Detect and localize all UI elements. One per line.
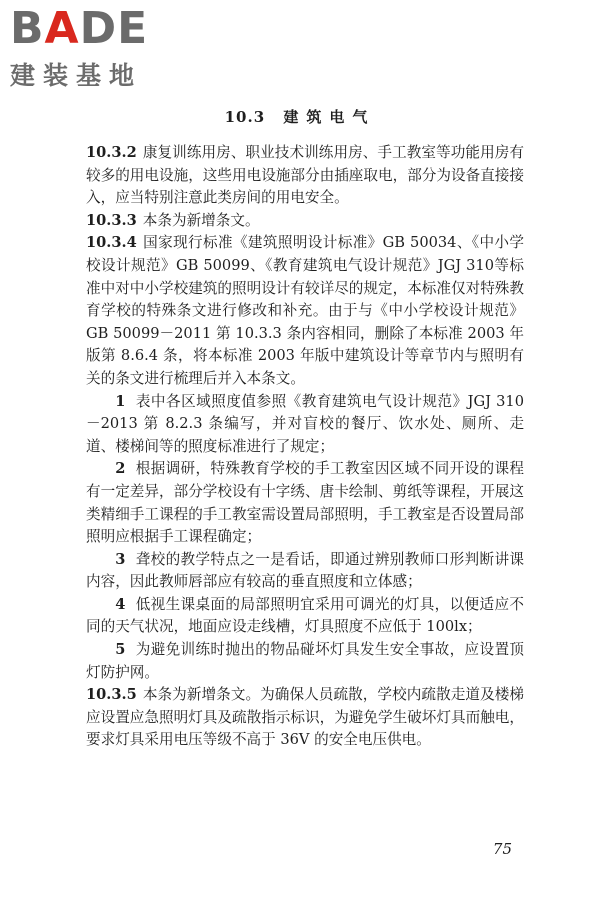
list-item: 2 根据调研，特殊教育学校的手工教室因区域不同开设的课程有一定差异，部分学校设有十字绣、唐卡绘制、剪纸等课程，开展这类精细手工课程的手工教室需设置局部照明，手工教室是否设置局部照明应根据手工课程确定；	[86, 460, 524, 546]
clause-10-3-3: 10.3.3 本条为新增条文。	[86, 211, 260, 229]
section-number: 10.3	[224, 108, 266, 126]
section-title	[0, 106, 600, 127]
list-item: 4 低视生课桌面的局部照明宜采用可调光的灯具，以便适应不同的天气状况，地面应设走线槽，灯具照度不应低于 100lx；	[86, 595, 524, 636]
logo-subtitle: 建装基地	[10, 61, 143, 90]
bade-logo	[10, 3, 180, 92]
list-item: 5 为避免训练时抛出的物品碰坏灯具发生安全事故，应设置顶灯防护网。	[86, 641, 524, 681]
page-number: 75	[492, 840, 512, 858]
section-title-text: 建筑电气	[283, 108, 376, 126]
clause-10-3-2: 10.3.2 康复训练用房、职业技术训练用房、手工教室等功能用房有较多的用电设施，这些用电设施部分由插座取电，部分为设备直接接入，应当特别注意此类房间的用电安全。	[86, 144, 524, 207]
clause-10-3-5: 10.3.5 本条为新增条文。为确保人员疏散，学校内疏散走道及楼梯应设置应急照明灯具及疏散指示标识，为避免学生破坏灯具而触电，要求灯具采用电压等级不高于 36V 的安全电压供电。	[86, 686, 524, 749]
page-body	[86, 142, 524, 752]
list-item: 1 表中各区域照度值参照《教育建筑电气设计规范》JGJ 310－2013 第 8.2.3 条编写，并对盲校的餐厅、饮水处、厕所、走道、楼梯间等的照度标准进行了规定；	[86, 392, 524, 455]
clause-10-3-4: 10.3.4 国家现行标准《建筑照明设计标准》GB 50034、《中小学校设计规范》GB 50099、《教育建筑电气设计规范》JGJ 310等标准中对中小学校建筑的照明设计有较详尽的规定，本标准仅对特殊教育学校的特殊条文进行修改和补充。由于与《中小学校设计规范》GB 50099－2011 第 10.3.3 条内容相同，删除了本标准 2003 年版第 8.6.4 条，将本标准 2003 年版中建筑设计等章节内与照明有关的条文进行梳理后并入本条文。	[86, 234, 524, 387]
logo-wordmark: BADE	[10, 3, 149, 54]
list-item: 3 聋校的教学特点之一是看话，即通过辨别教师口形判断讲课内容，因此教师唇部应有较高的垂直照度和立体感；	[86, 550, 524, 591]
